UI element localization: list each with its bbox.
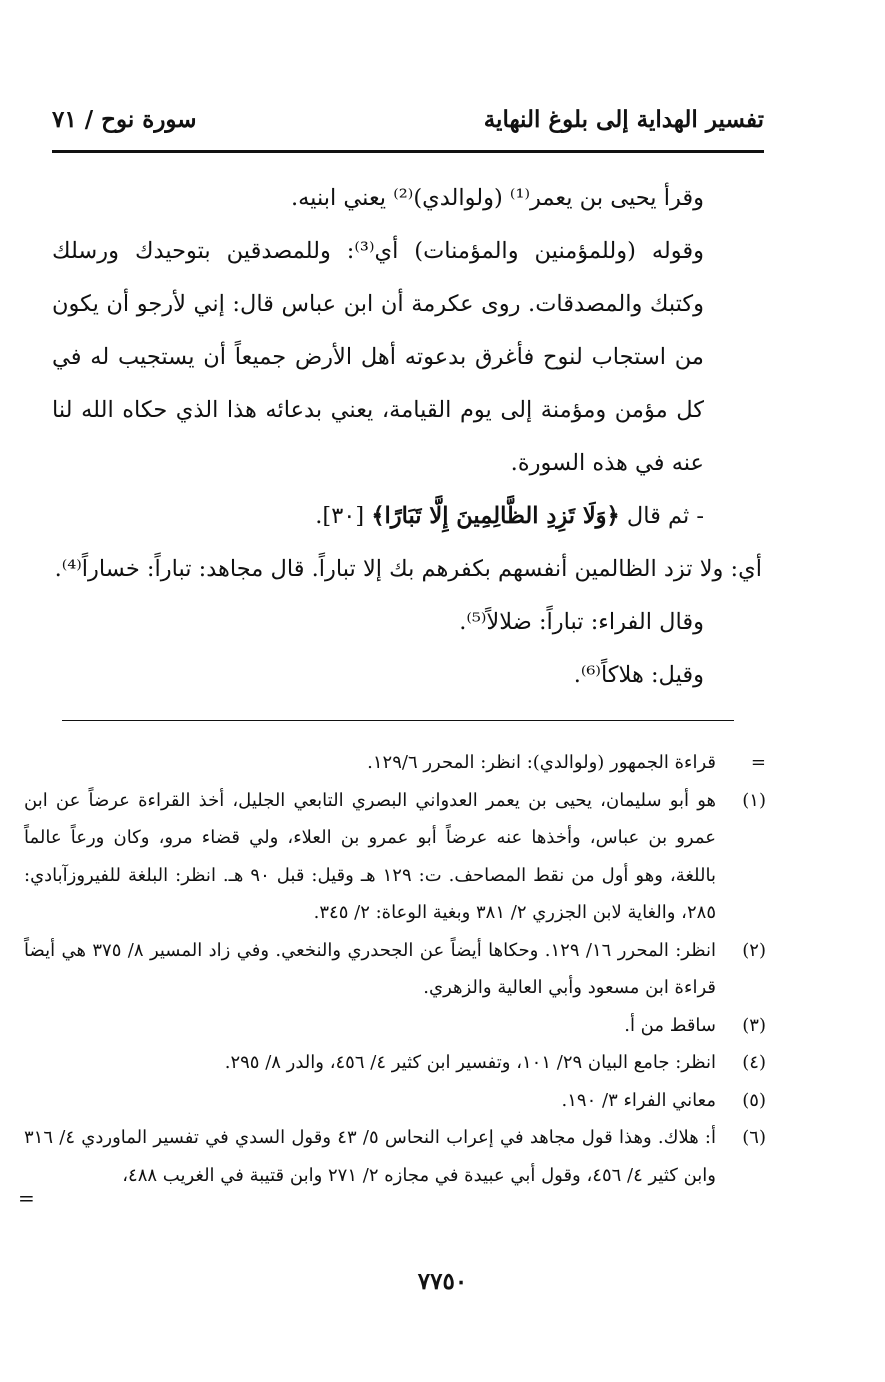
- footnote-text: ساقط من أ.: [624, 1014, 716, 1036]
- footnote-number: (٤): [742, 1052, 766, 1073]
- main-text: [52, 172, 762, 702]
- footnote-number: =: [750, 752, 766, 773]
- footnote-text: انظر: جامع البيان ٢٩/ ١٠١، وتفسير ابن كثير ٤/ ٤٥٦، والدر ٨/ ٢٩٥.: [224, 1052, 716, 1073]
- book-title: تفسير الهداية إلى بلوغ النهاية: [483, 106, 764, 133]
- footnote-text: هو أبو سليمان، يحيى بن يعمر العدواني البصري التابعي الجليل، أخذ القراءة عرضاً عن ابن عمرو بن عباس، وأخذها عنه عرضاً أبو عمرو بن العلاء، ولي قضاء مرو، وكان ورعاً عالماً باللغة، وهو أول من نقط المصاحف. ت: ١٢٩ هـ وقيل: قبل ٩٠ هـ. انظر: البلغة للفيروزآبادي: ٢٨٥، والغاية لابن الجزري ٢/ ٣٨١ وبغية الوعاة: ٢/ ٣٤٥.: [24, 789, 716, 923]
- header-divider: [52, 150, 764, 153]
- footnote-text: أ: هلاك. وهذا قول مجاهد في إعراب النحاس ٥/ ٤٣ وقول السدي في تفسير الماوردي ٤/ ٣١٦ وابن كثير ٤/ ٤٥٦، وقول أبي عبيدة في مجازه ٢/ ٢٧١ وابن قتيبة في الغريب ٤٨٨،: [24, 1127, 717, 1186]
- quran-verse: ﴿وَلَا تَزِدِ الظَّالِمِينَ إِلَّا تَبَارًا﴾: [371, 503, 620, 529]
- footnote: [20, 1044, 766, 1082]
- footnote-divider: [62, 720, 734, 721]
- verse-number: [٣٠].: [315, 503, 372, 529]
- page-number: ٧٧٥٠: [417, 1268, 468, 1295]
- footnote: [20, 1082, 766, 1120]
- paragraph-5: وقال الفراء: تباراً: ضلالاً⁽⁵⁾.: [459, 609, 704, 635]
- footnotes: [20, 744, 766, 1194]
- paragraph-6: وقيل: هلاكاً⁽⁶⁾.: [573, 662, 704, 688]
- footnote-number: (٦): [742, 1127, 766, 1148]
- paragraph-2: وقوله (وللمؤمنين والمؤمنات) أي⁽³⁾: وللمصدقين بتوحيدك ورسلك وكتبك والمصدقات. روى عكرمة أن ابن عباس قال: إني لأرجو أن يكون من استجاب لنوح فأغرق بدعوته أهل الأرض جميعاً أن يستجيب له في كل مؤمن ومؤمنة إلى يوم القيامة، يعني بدعائه هذا الذي حكاه الله لنا عنه في هذه السورة.: [52, 238, 704, 476]
- footnote-number: (٥): [742, 1089, 766, 1111]
- footnote-number: (١): [742, 789, 766, 811]
- footnote-text: قراءة الجمهور (ولوالدي): انظر: المحرر ١٢٩/٦.: [367, 752, 716, 773]
- footnote-text: انظر: المحرر ١٦/ ١٢٩. وحكاها أيضاً عن الجحدري والنخعي. وفي زاد المسير ٨/ ٣٧٥ هي أيضاً قراءة ابن مسعود وأبي العالية والزهري.: [24, 939, 717, 998]
- running-header: [52, 106, 764, 142]
- paragraph-1: وقرأ يحيى بن يعمر⁽¹⁾ (ولوالدي)⁽²⁾ يعني ابنيه.: [290, 185, 704, 211]
- paragraph-3: [52, 490, 762, 543]
- footnote: [20, 1119, 766, 1194]
- paragraph-3-prefix: - ثم قال: [619, 503, 704, 529]
- surah-label: سورة نوح / ٧١: [52, 106, 197, 133]
- footnote: [20, 932, 766, 1007]
- continuation-mark: =: [18, 1186, 35, 1210]
- paragraph-4: أي: ولا تزد الظالمين أنفسهم بكفرهم بك إلا تباراً. قال مجاهد: تباراً: خساراً⁽⁴⁾.: [54, 556, 762, 582]
- footnote: [20, 1007, 766, 1045]
- footnote-text: معاني الفراء ٣/ ١٩٠.: [561, 1089, 716, 1111]
- footnote: [20, 744, 766, 782]
- footnote-number: (٣): [742, 1014, 766, 1036]
- footnote-number: (٢): [742, 939, 766, 961]
- footnote: [20, 782, 766, 932]
